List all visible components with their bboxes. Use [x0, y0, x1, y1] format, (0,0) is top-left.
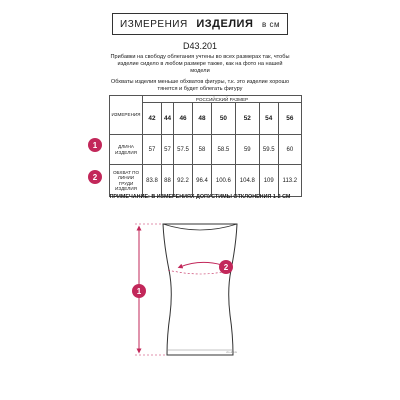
value-cell: 88 — [161, 165, 173, 197]
value-cell: 59.5 — [259, 135, 278, 165]
header-unit: в см — [262, 19, 280, 29]
value-cell: 100.6 — [211, 165, 235, 197]
value-cell: 109 — [259, 165, 278, 197]
value-cell: 59 — [235, 135, 259, 165]
product-code: D43.201 — [182, 41, 218, 51]
tolerance-remark: ПРИМЕЧАНИЕ: В ИЗМЕРЕНИЯХ ДОПУСТИМЫ ОТКЛОНЕНИЯ 1-2 СМ — [109, 194, 291, 200]
value-cell: 57.5 — [174, 135, 193, 165]
diagram-marker-length: 1 — [132, 284, 146, 298]
value-cell: 83.8 — [143, 165, 162, 197]
row-label-chest: ОБХВАТ ПО ЛИНИИ ГРУДИ ИЗДЕЛИЯ — [110, 165, 143, 197]
size-cell: 56 — [278, 103, 301, 135]
size-cell: 50 — [211, 103, 235, 135]
row-label-length: ДЛИНА ИЗДЕЛИЯ — [110, 135, 143, 165]
stretch-note-line: тянется и будет облегать фигуру — [157, 86, 243, 92]
size-cell: 42 — [143, 103, 162, 135]
measure-header-cell: ИЗМЕРЕНИЯ — [110, 96, 143, 135]
row-marker-chest: 2 — [88, 170, 102, 184]
size-cell: 48 — [192, 103, 211, 135]
stretch-note-line: Обхваты изделия меньше обхватов фигуры, т.к. это изделие хорошо — [110, 79, 290, 85]
value-cell: 92.2 — [174, 165, 193, 197]
header-word-measurements: ИЗМЕРЕНИЯ — [120, 18, 188, 30]
value-cell: 58 — [192, 135, 211, 165]
group-header-cell: РОССИЙСКИЙ РАЗМЕР — [143, 96, 302, 103]
value-cell: 104.8 — [235, 165, 259, 197]
row-marker-length: 1 — [88, 138, 102, 152]
size-cell: 52 — [235, 103, 259, 135]
diagram-marker-chest: 2 — [219, 260, 233, 274]
size-cell: 46 — [174, 103, 193, 135]
value-cell: 57 — [161, 135, 173, 165]
tank-top-outline — [163, 224, 237, 355]
fit-note-line: Прибавки на свободу облегания учтены во всех размерах так, чтобы — [110, 54, 290, 60]
size-cell: 54 — [259, 103, 278, 135]
value-cell: 58.5 — [211, 135, 235, 165]
header-word-item: ИЗДЕЛИЯ — [196, 18, 254, 30]
brand-mark: vis-à-vis — [226, 350, 237, 354]
fit-note-line: модели — [190, 68, 210, 74]
fit-note-line: изделие сидело в любом размере также, как на фото на нашей — [117, 61, 283, 67]
size-cell: 44 — [161, 103, 173, 135]
value-cell: 60 — [278, 135, 301, 165]
value-cell: 57 — [143, 135, 162, 165]
value-cell: 113.2 — [278, 165, 301, 197]
value-cell: 96.4 — [192, 165, 211, 197]
